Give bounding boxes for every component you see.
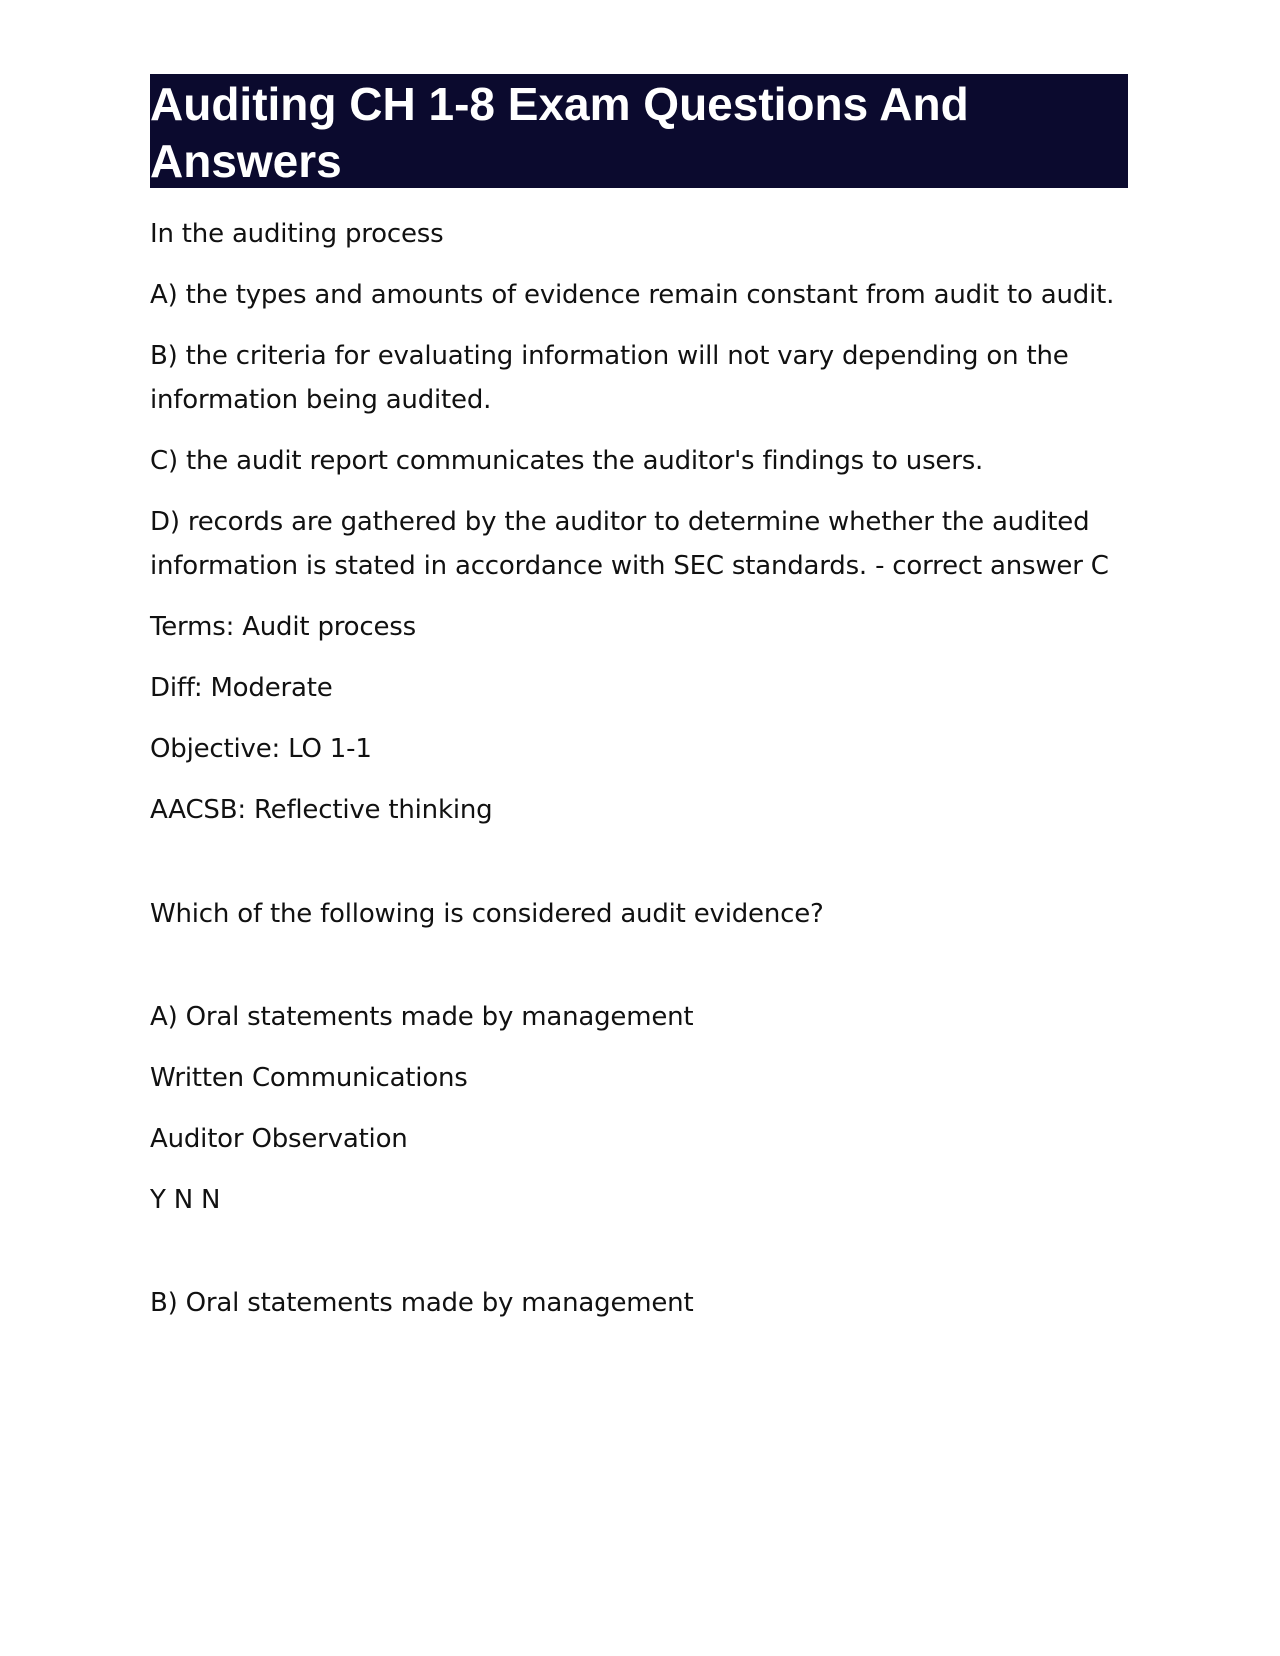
question2-option-a-line3: Auditor Observation — [150, 1124, 408, 1154]
question1-option-a: A) the types and amounts of evidence remain constant from audit to audit. — [150, 280, 1115, 310]
question1-aacsb: AACSB: Reflective thinking — [150, 795, 493, 825]
document-title: Auditing CH 1-8 Exam Questions And Answers — [150, 74, 1128, 188]
blank-line — [150, 953, 1128, 995]
question1-stem: In the auditing process — [150, 219, 444, 249]
question2-option-a-line4: Y N N — [150, 1185, 221, 1215]
question1-terms: Terms: Audit process — [150, 612, 416, 642]
question1-difficulty: Diff: Moderate — [150, 673, 333, 703]
blank-line — [150, 1239, 1128, 1281]
question1-option-d: D) records are gathered by the auditor to determine whether the audited information is stated in accordance with SEC standards. - correct answer C — [150, 507, 1109, 581]
question1-option-b: B) the criteria for evaluating information will not vary depending on the information being audited. — [150, 341, 1069, 415]
question1-objective: Objective: LO 1-1 — [150, 734, 372, 764]
question2-option-a-line2: Written Communications — [150, 1063, 468, 1093]
question2-option-b-line1: B) Oral statements made by management — [150, 1288, 694, 1318]
question2-option-a-line1: A) Oral statements made by management — [150, 1002, 694, 1032]
question1-option-c: C) the audit report communicates the auditor's findings to users. — [150, 446, 984, 476]
question2-stem: Which of the following is considered audit evidence? — [150, 899, 824, 929]
document-page — [150, 74, 1128, 1342]
blank-line — [150, 849, 1128, 892]
